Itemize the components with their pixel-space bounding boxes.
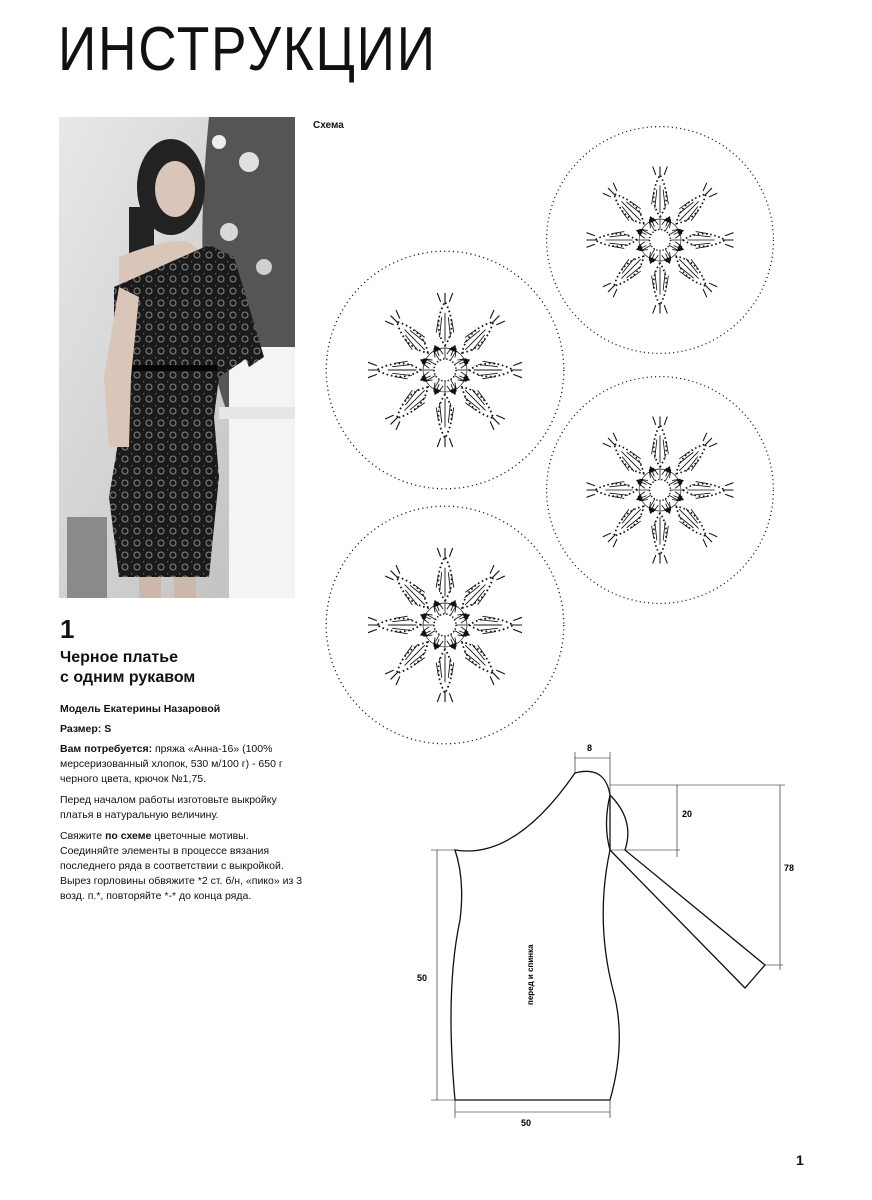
pattern-label: перед и спинка — [526, 944, 535, 1005]
crochet-motif-diagram — [305, 110, 815, 760]
paragraph-2: Перед началом работы изготовьте выкройку платья в натуральную величину. — [60, 794, 277, 821]
page-title: ИНСТРУКЦИИ — [58, 15, 437, 84]
dim-bottom: 50 — [521, 1118, 532, 1128]
article-number: 1 — [60, 614, 75, 644]
dim-top: 8 — [587, 743, 593, 753]
article-title-line1: Черное платье — [60, 649, 178, 666]
paragraph-3: Свяжите по схеме цветочные мотивы. Соединяйте элементы в процессе вязания последнего ряда в соответствии с выкройкой. Вырез горловины обвяжите *2 ст. б/н, «пико» из 3 возд. п.*, повторяйте *-* до конца ряда. — [60, 830, 303, 902]
dim-sleeve-cap: 20 — [682, 809, 693, 819]
materials-text: пряжа «Анна-16» (100% мерсеризованный хлопок, 530 м/100 г) - 650 г черного цвета, крючок №1,75. — [60, 743, 283, 785]
size: Размер: S — [60, 723, 112, 735]
dim-left: 50 — [417, 973, 428, 983]
materials-label: Вам потребуется: — [60, 743, 153, 755]
article-body — [60, 702, 306, 910]
dress-photo-illustration — [59, 117, 295, 598]
garment-pattern-diagram — [405, 740, 815, 1140]
page-number: 1 — [796, 1152, 804, 1168]
dim-right: 78 — [784, 863, 795, 873]
author: Модель Екатерины Назаровой — [60, 703, 221, 715]
model-photo — [59, 117, 295, 598]
scheme-label: Схема — [313, 120, 344, 131]
materials — [60, 742, 306, 787]
article-title-line2: с одним рукавом — [60, 669, 196, 686]
article-title — [60, 648, 295, 688]
